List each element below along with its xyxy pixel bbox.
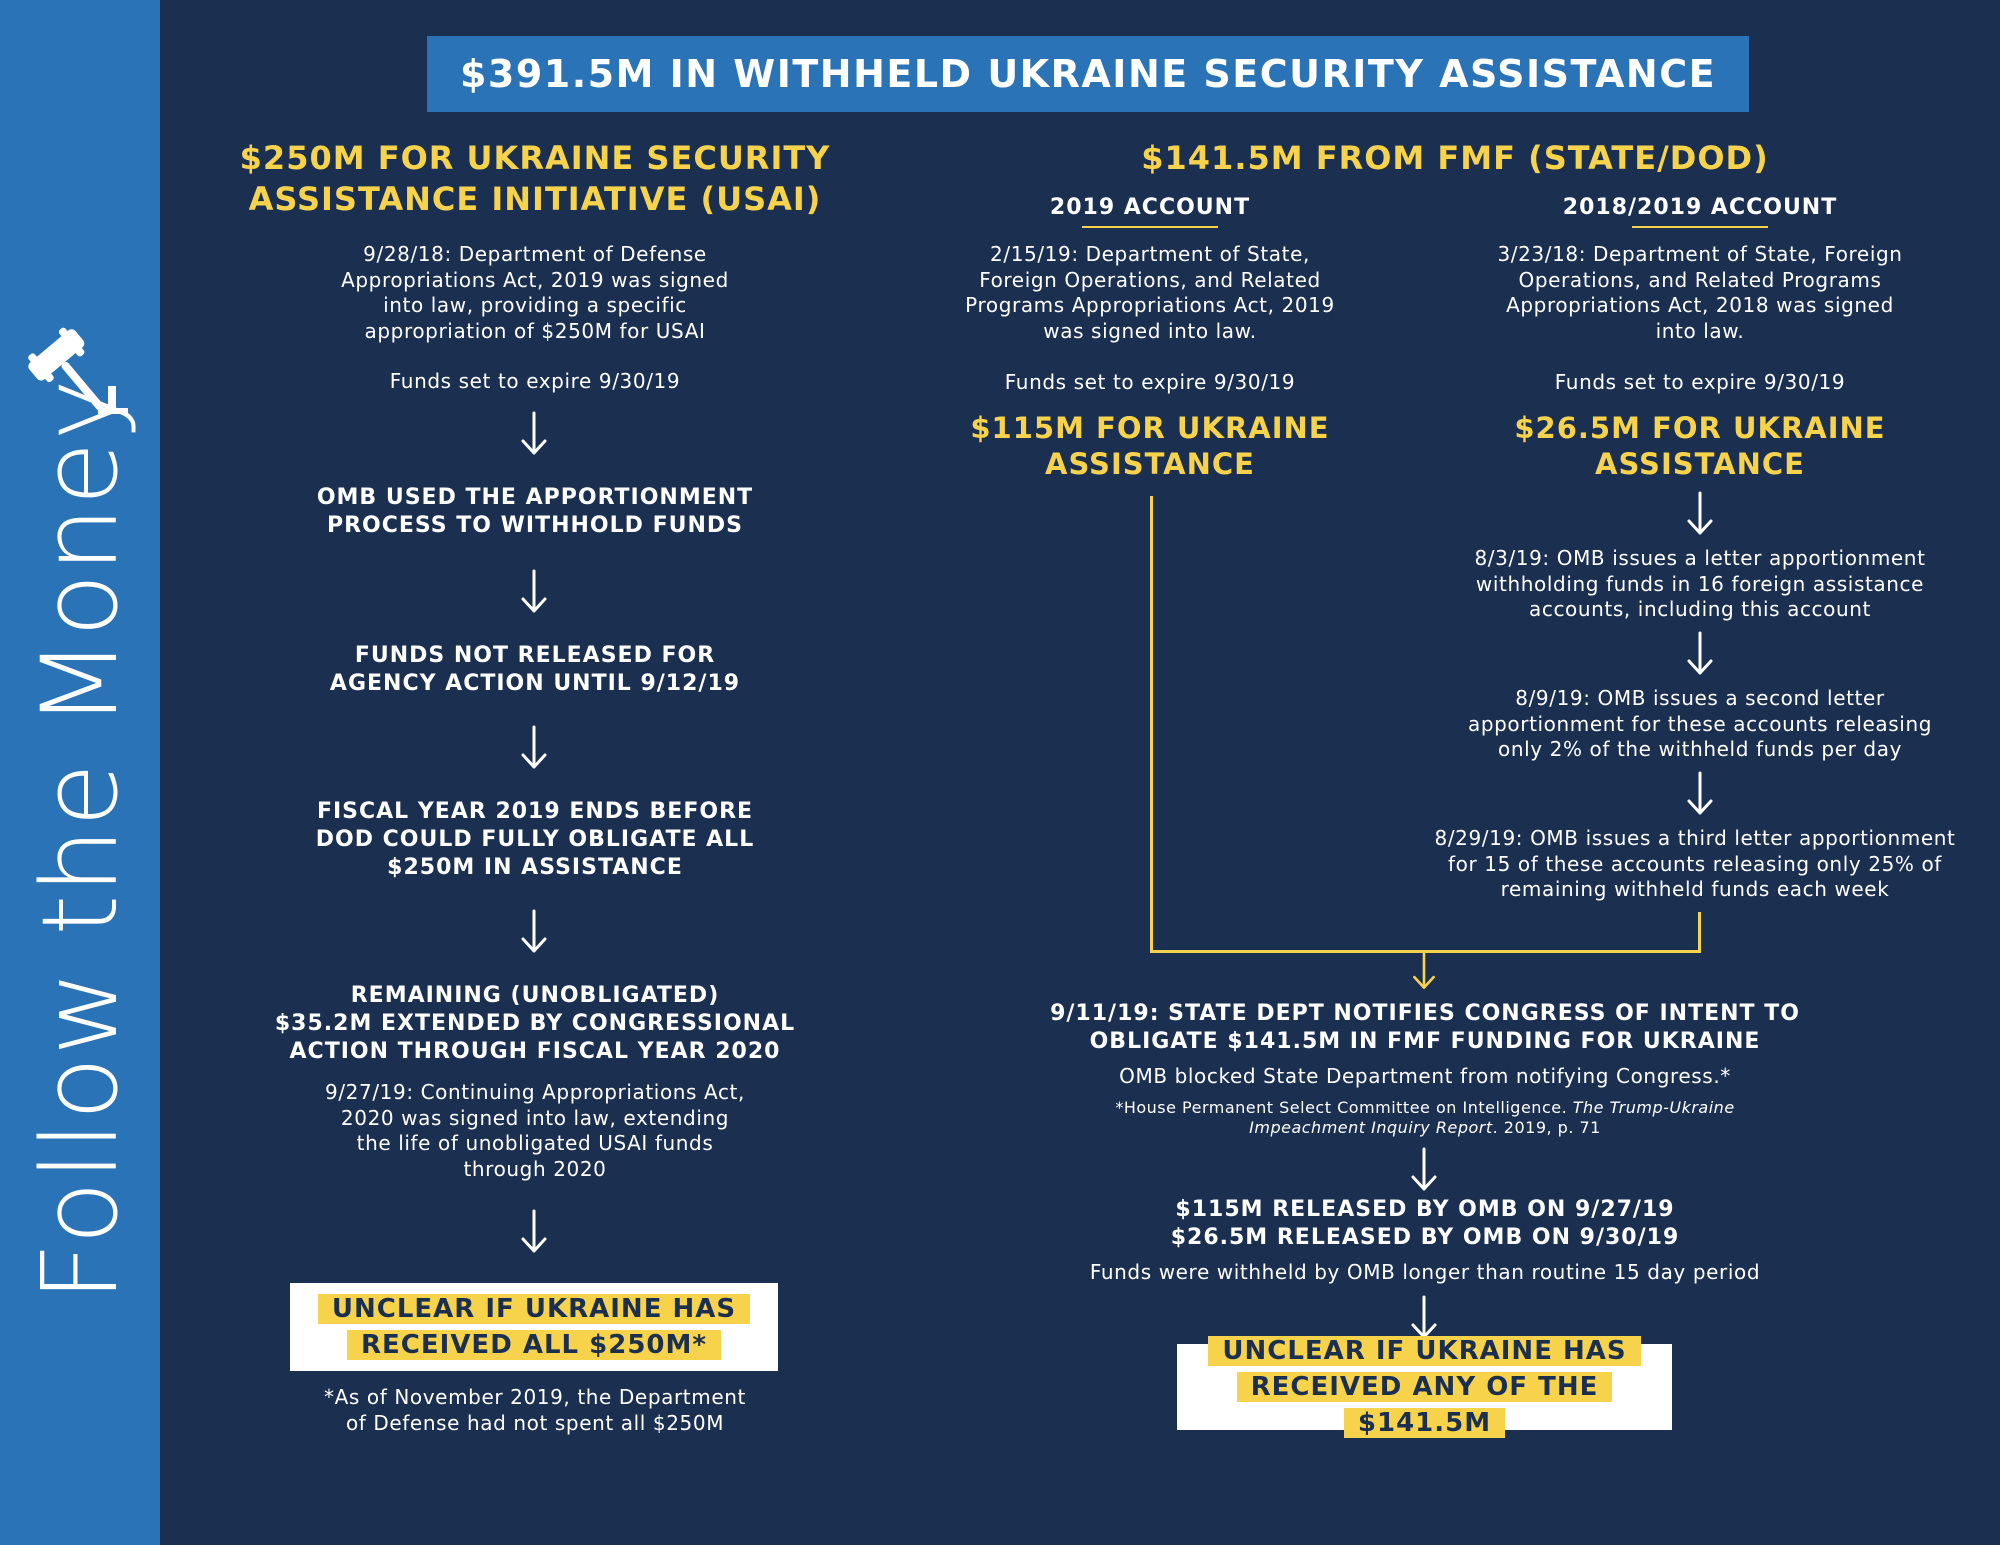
usai-result-line2: RECEIVED ALL $250M* (347, 1330, 721, 1360)
usai-extension-detail: 9/27/19: Continuing Appropriations Act, 2020 was signed into law, extending the life of unobligated USAI funds through 2020 (325, 1080, 745, 1181)
citation: *House Permanent Select Committee on Intelligence. The Trump-Ukraine Impeachment Inquiry Report. 2019, p. 71 (1115, 1098, 1735, 1137)
sidebar (0, 0, 160, 1545)
release-note: Funds were withheld by OMB longer than routine 15 day period (1089, 1260, 1761, 1284)
account-2018-underline (1632, 226, 1768, 228)
arrow-down-icon (518, 724, 550, 772)
fmf-result-box (1177, 1336, 1672, 1438)
account-2019-amount: $115M FOR UKRAINE ASSISTANCE (970, 411, 1330, 481)
arrow-down-icon (1684, 490, 1716, 538)
arrow-down-icon (518, 908, 550, 956)
notify-congress-step: 9/11/19: STATE DEPT NOTIFIES CONGRESS OF INTENT TO OBLIGATE $141.5M IN FMF FUNDING FOR UKRAINE (1050, 1001, 1800, 1054)
account-2018-step-second-letter: 8/9/19: OMB issues a second letter apportionment for these accounts releasing only 2% of the withheld funds per day (1467, 686, 1933, 761)
account-2018-amount: $26.5M FOR UKRAINE ASSISTANCE (1514, 411, 1886, 481)
account-2018-expire: Funds set to expire 9/30/19 (1554, 370, 1846, 394)
fmf-result-line2: RECEIVED ANY OF THE $141.5M (1237, 1372, 1613, 1438)
usai-footnote: *As of November 2019, the Department of Defense had not spent all $250M (324, 1385, 746, 1435)
usai-result-line1: UNCLEAR IF UKRAINE HAS (318, 1294, 750, 1324)
account-2018-step-third-letter: 8/29/19: OMB issues a third letter apportionment for 15 of these accounts releasing only 25% of remaining withheld funds each week (1434, 826, 1956, 901)
omb-blocked-note: OMB blocked State Department from notifying Congress.* (1119, 1064, 1731, 1088)
arrow-down-icon (518, 568, 550, 616)
usai-step-fy-ends: FISCAL YEAR 2019 ENDS BEFORE DOD COULD FULLY OBLIGATE ALL $250M IN ASSISTANCE (315, 799, 755, 880)
arrow-down-icon (1408, 1146, 1440, 1194)
arrow-down-icon (1684, 630, 1716, 678)
usai-step-not-released: FUNDS NOT RELEASED FOR AGENCY ACTION UNTIL 9/12/19 (329, 643, 741, 696)
usai-step-extended: REMAINING (UNOBLIGATED) $35.2M EXTENDED BY CONGRESSIONAL ACTION THROUGH FISCAL YEAR 2020 (274, 983, 796, 1064)
usai-law: 9/28/18: Department of Defense Appropriations Act, 2019 was signed into law, providing a specific appropriation of $250M for USAI (341, 242, 729, 343)
fmf-heading: $141.5M FROM FMF (STATE/DOD) (1141, 139, 1769, 177)
page-title: $391.5M IN WITHHELD UKRAINE SECURITY ASSISTANCE (427, 36, 1749, 112)
account-2019-label: 2019 ACCOUNT (1049, 195, 1251, 220)
merge-arrow-icon (1408, 950, 1440, 992)
connector-left-line (1150, 496, 1153, 953)
fmf-result-line1: UNCLEAR IF UKRAINE HAS (1208, 1336, 1640, 1366)
usai-heading: $250M FOR UKRAINE SECURITY ASSISTANCE INITIATIVE (USAI) (239, 139, 831, 218)
account-2019-expire: Funds set to expire 9/30/19 (1004, 370, 1296, 394)
account-2019-law: 2/15/19: Department of State, Foreign Operations, and Related Programs Appropriations Act, 2019 was signed into law. (965, 242, 1335, 343)
arrow-down-icon (1684, 770, 1716, 818)
release-dates-step: $115M RELEASED BY OMB ON 9/27/19 $26.5M RELEASED BY OMB ON 9/30/19 (1170, 1197, 1680, 1250)
connector-right-line (1698, 912, 1701, 953)
arrow-down-icon (518, 410, 550, 458)
account-2018-label: 2018/2019 ACCOUNT (1562, 195, 1838, 220)
account-2018-law: 3/23/18: Department of State, Foreign Operations, and Related Programs Appropriations Act, 2018 was signed into law. (1497, 242, 1903, 343)
usai-expire: Funds set to expire 9/30/19 (389, 369, 681, 393)
account-2018-step-first-letter: 8/3/19: OMB issues a letter apportionment withholding funds in 16 foreign assistance accounts, including this account (1474, 546, 1926, 621)
usai-step-withhold: OMB USED THE APPORTIONMENT PROCESS TO WITHHOLD FUNDS (316, 485, 754, 538)
arrow-down-icon (518, 1208, 550, 1256)
account-2019-underline (1082, 226, 1218, 228)
sidebar-title: Follow the Money (19, 378, 141, 1302)
usai-result-box (290, 1283, 778, 1371)
